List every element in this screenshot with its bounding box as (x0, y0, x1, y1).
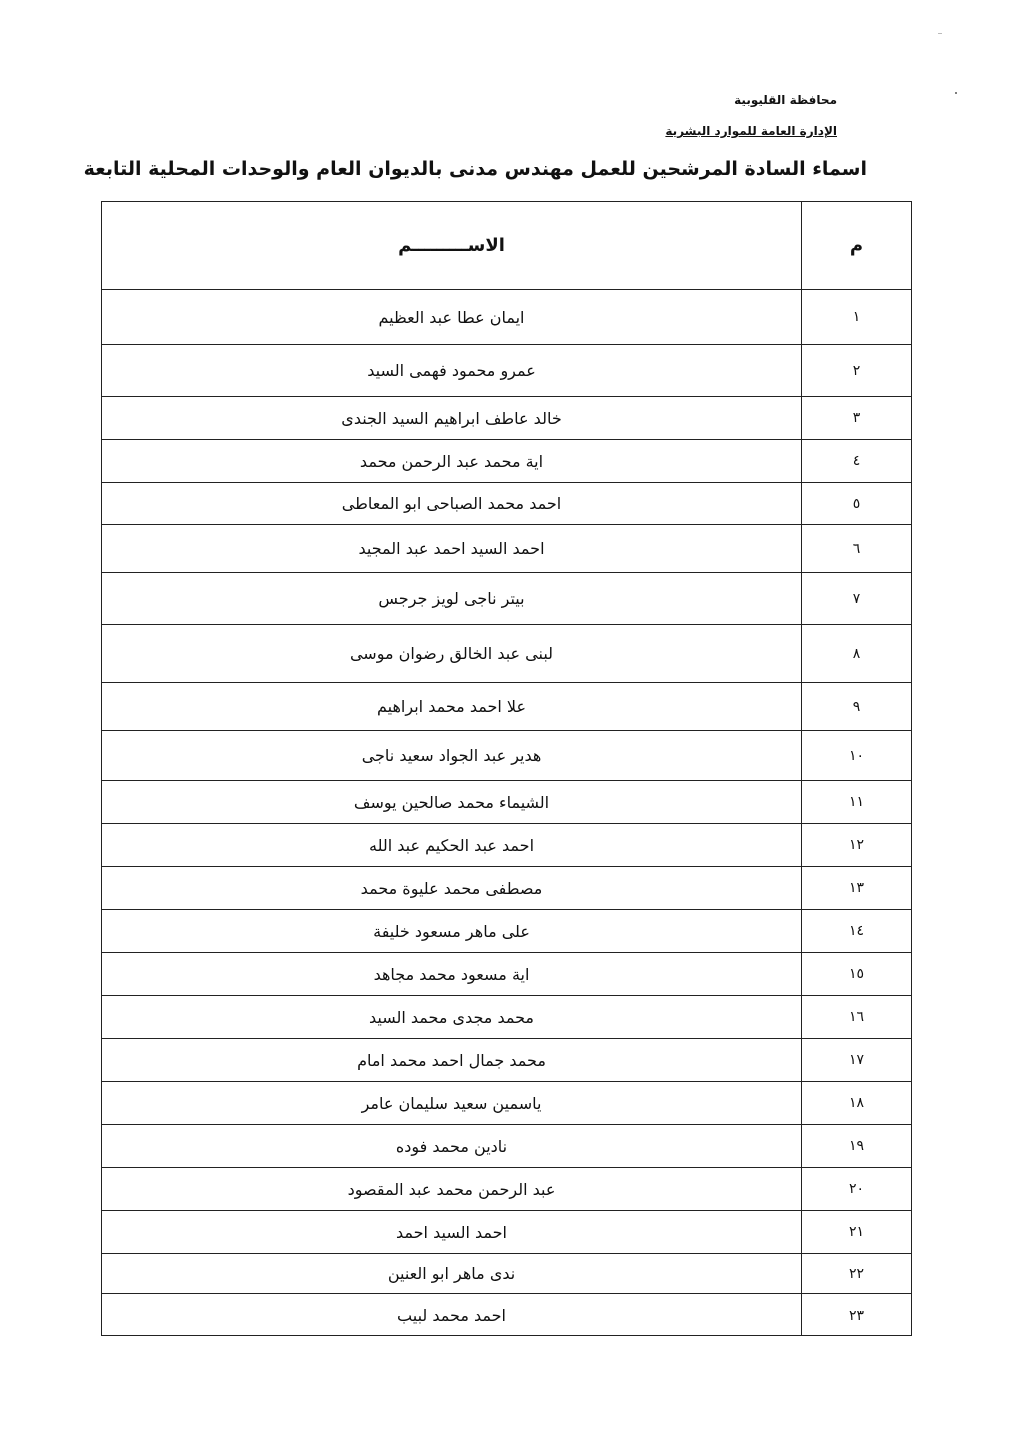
table-row (102, 625, 911, 683)
candidate-name: احمد السيد احمد عبد المجيد (358, 539, 545, 558)
table-row (102, 1125, 911, 1168)
candidate-name: ياسمين سعيد سليمان عامر (361, 1093, 542, 1113)
department-label: الإدارة العامة للموارد البشرية (665, 124, 837, 138)
table-row (102, 910, 911, 953)
table-row (102, 867, 911, 910)
row-number: ١٠ (848, 747, 865, 764)
governorate-label: محافظة القليوبية (734, 93, 837, 107)
row-number: ١٤ (848, 923, 865, 939)
candidate-name: على ماهر مسعود خليفة (373, 921, 530, 941)
candidate-name: ايمان عطا عبد العظيم (378, 307, 525, 327)
candidate-name: ندى ماهر ابو العنين (387, 1264, 516, 1283)
row-number: ٢٣ (848, 1307, 865, 1324)
candidate-name: احمد عبد الحكيم عبد الله (368, 835, 535, 855)
table-row (102, 1211, 911, 1254)
row-number: ٧ (852, 590, 861, 607)
candidate-name: خالد عاطف ابراهيم السيد الجندى (341, 408, 562, 428)
scan-mark (938, 33, 942, 34)
table-row (102, 1082, 911, 1125)
row-number: ١ (852, 309, 861, 325)
table-row (102, 290, 911, 345)
table-header-row (102, 202, 911, 290)
document-title: اسماء السادة المرشحين للعمل مهندس مدنى بالديوان العام والوحدات المحلية التابعة (83, 158, 867, 180)
row-number: ١٣ (848, 880, 865, 896)
row-number: ٩ (852, 698, 861, 715)
candidate-name: احمد محمد الصباحى ابو المعاطى (341, 494, 562, 513)
candidate-name: اية مسعود محمد مجاهد (373, 964, 530, 984)
row-number: ١٧ (848, 1052, 865, 1068)
row-number: ٥ (852, 495, 861, 512)
row-number: ١٩ (848, 1138, 865, 1154)
table-row (102, 525, 911, 573)
candidate-name: لبنى عبد الخالق رضوان موسى (349, 644, 554, 663)
table-row (102, 440, 911, 483)
table-row (102, 683, 911, 731)
table-row (102, 397, 911, 440)
table-row (102, 573, 911, 625)
table-row (102, 1294, 911, 1337)
candidate-name: محمد مجدى محمد السيد (369, 1007, 534, 1027)
candidate-name: احمد السيد احمد (396, 1222, 507, 1242)
row-number: ٢٠ (848, 1181, 865, 1197)
row-number: ١١ (848, 794, 865, 810)
table-row (102, 1254, 911, 1294)
candidate-name: عبد الرحمن محمد عبد المقصود (347, 1179, 556, 1199)
candidate-name: الشيماء محمد صالحين يوسف (353, 792, 550, 812)
number-column-header: م (849, 235, 864, 256)
candidate-name: نادين محمد فوده (395, 1136, 508, 1156)
candidate-name: بيتر ناجى لويز جرجس (378, 589, 525, 608)
table-row (102, 1168, 911, 1211)
row-number: ٢ (852, 362, 861, 379)
table-row (102, 953, 911, 996)
candidate-name: اية محمد عبد الرحمن محمد (359, 451, 544, 471)
row-number: ٢٢ (848, 1265, 865, 1282)
table-row (102, 345, 911, 397)
candidate-name: علا احمد محمد ابراهيم (377, 697, 526, 716)
row-number: ١٥ (848, 966, 865, 982)
scan-dot (955, 92, 957, 94)
candidate-name: عمرو محمود فهمى السيد (367, 361, 536, 380)
table-row (102, 781, 911, 824)
table-row (102, 1039, 911, 1082)
candidate-name: احمد محمد لبيب (397, 1306, 506, 1325)
row-number: ١٨ (848, 1095, 865, 1111)
candidates-table (101, 201, 912, 1336)
row-number: ١٦ (848, 1009, 865, 1025)
row-number: ٦ (852, 540, 861, 557)
candidate-name: محمد جمال احمد محمد امام (357, 1050, 546, 1070)
name-column-header: الاســـــــــم (398, 235, 505, 256)
table-row (102, 731, 911, 781)
candidate-name: هدير عبد الجواد سعيد ناجى (361, 746, 542, 765)
table-row (102, 483, 911, 525)
candidate-name: مصطفى محمد عليوة محمد (360, 878, 543, 898)
row-number: ١٢ (848, 837, 865, 853)
row-number: ٢١ (848, 1224, 865, 1240)
table-row (102, 824, 911, 867)
row-number: ٣ (852, 410, 861, 426)
row-number: ٨ (852, 645, 861, 662)
table-row (102, 996, 911, 1039)
row-number: ٤ (852, 453, 861, 469)
